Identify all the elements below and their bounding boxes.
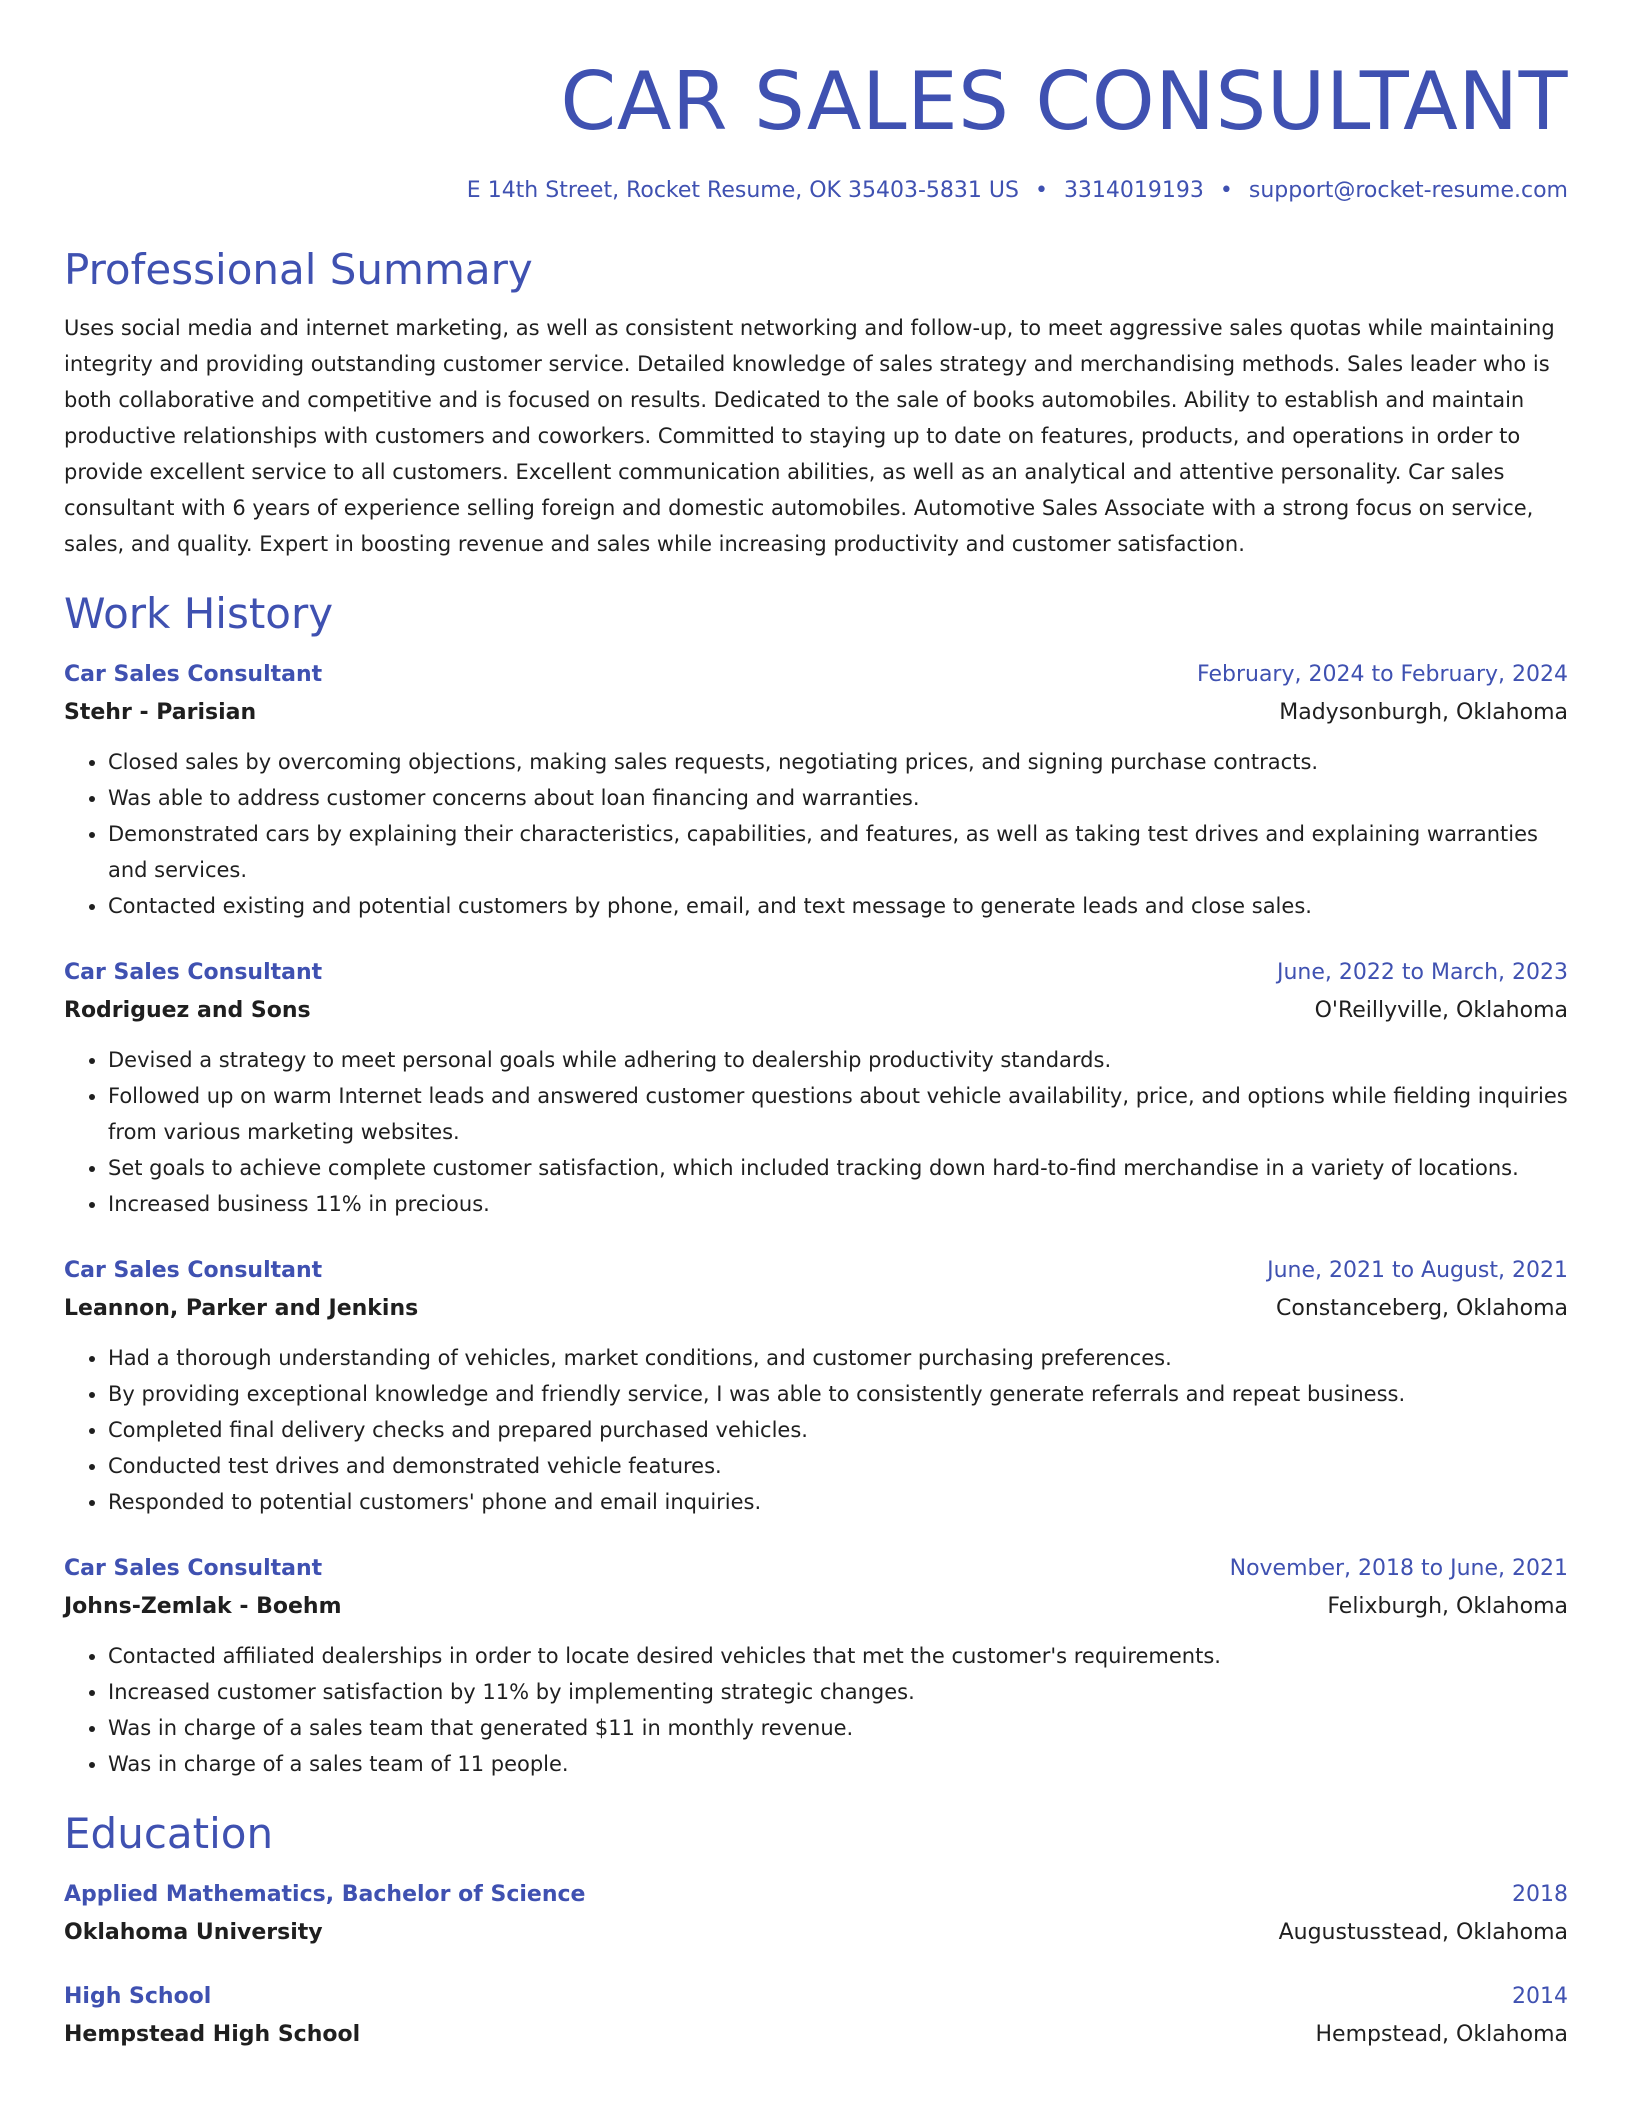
- job-bullets: [64, 744, 1568, 924]
- job-dates: November, 2018 to June, 2021: [1229, 1556, 1568, 1581]
- list-item: • Was able to address customer concerns about loan financing and warranties.: [108, 780, 1568, 816]
- job-role: Car Sales Consultant: [64, 1556, 323, 1581]
- education-location: Augustusstead, Oklahoma: [1278, 1920, 1568, 1945]
- job-role: Car Sales Consultant: [64, 960, 323, 985]
- job-entry: [64, 660, 1568, 924]
- list-item: • Had a thorough understanding of vehicles, market conditions, and customer purchasing preferences.: [108, 1340, 1568, 1376]
- job-role: Car Sales Consultant: [64, 662, 323, 687]
- job-company: Stehr - Parisian: [64, 700, 257, 725]
- list-item: • By providing exceptional knowledge and friendly service, I was able to consistently generate referrals and repeat business.: [108, 1376, 1568, 1412]
- education-entry: [64, 1982, 1568, 2050]
- list-item: • Followed up on warm Internet leads and answered customer questions about vehicle availability, price, and options while fielding inquiries from various marketing websites.: [108, 1078, 1568, 1150]
- job-entry: [64, 1256, 1568, 1520]
- job-company: Johns-Zemlak - Boehm: [64, 1594, 342, 1619]
- job-location: Madysonburgh, Oklahoma: [1279, 700, 1568, 725]
- job-company: Leannon, Parker and Jenkins: [64, 1296, 419, 1321]
- education-year: 2018: [1512, 1882, 1568, 1907]
- education-location: Hempstead, Oklahoma: [1315, 2022, 1568, 2047]
- list-item: • Contacted affiliated dealerships in order to locate desired vehicles that met the customer's requirements.: [108, 1638, 1568, 1674]
- job-bullets: [64, 1638, 1568, 1782]
- contact-email[interactable]: support@rocket-resume.com: [1248, 178, 1568, 203]
- section-title-education: Education: [64, 1809, 274, 1858]
- job-entry: [64, 958, 1568, 1222]
- contact-phone: 3314019193: [1063, 178, 1204, 203]
- list-item: • Completed final delivery checks and prepared purchased vehicles.: [108, 1412, 1568, 1448]
- list-item: • Increased customer satisfaction by 11% by implementing strategic changes.: [108, 1674, 1568, 1710]
- education-school: Oklahoma University: [64, 1920, 323, 1945]
- education-degree: Applied Mathematics, Bachelor of Science: [64, 1882, 586, 1907]
- list-item: • Set goals to achieve complete customer satisfaction, which included tracking down hard-to-find merchandise in a variety of locations.: [108, 1150, 1568, 1186]
- job-dates: February, 2024 to February, 2024: [1197, 662, 1568, 687]
- job-dates: June, 2021 to August, 2021: [1267, 1258, 1568, 1283]
- section-title-summary: Professional Summary: [64, 245, 533, 294]
- list-item: • Devised a strategy to meet personal goals while adhering to dealership productivity standards.: [108, 1042, 1568, 1078]
- list-item: • Contacted existing and potential customers by phone, email, and text message to generate leads and close sales.: [108, 888, 1568, 924]
- job-company: Rodriguez and Sons: [64, 998, 311, 1023]
- job-location: Felixburgh, Oklahoma: [1327, 1594, 1568, 1619]
- education-entry: [64, 1880, 1568, 1948]
- education-year: 2014: [1512, 1984, 1568, 2009]
- job-bullets: [64, 1340, 1568, 1520]
- job-entry: [64, 1554, 1568, 1782]
- list-item: • Increased business 11% in precious.: [108, 1186, 1568, 1222]
- resume-page: [64, 0, 1568, 2050]
- contact-separator: •: [1219, 178, 1233, 203]
- education-school: Hempstead High School: [64, 2022, 361, 2047]
- section-title-work-history: Work History: [64, 589, 334, 638]
- list-item: • Closed sales by overcoming objections, making sales requests, negotiating prices, and signing purchase contracts.: [108, 744, 1568, 780]
- contact-line: [64, 176, 1568, 206]
- job-dates: June, 2022 to March, 2023: [1277, 960, 1568, 985]
- list-item: • Demonstrated cars by explaining their characteristics, capabilities, and features, as well as taking test drives and explaining warranties and services.: [108, 816, 1568, 888]
- job-bullets: [64, 1042, 1568, 1222]
- education-degree: High School: [64, 1984, 212, 2009]
- list-item: • Conducted test drives and demonstrated vehicle features.: [108, 1448, 1568, 1484]
- summary-text: Uses social media and internet marketing, as well as consistent networking and follow-up, to meet aggressive sales quotas while maintaining integrity and providing outstanding customer service. Detailed knowledge of sales strategy and merchandising methods. Sales leader who is both collaborative and competitive and is focused on results. Dedicated to the sale of books automobiles. Ability to establish and maintain productive relationships with customers and coworkers. Committed to staying up to date on features, products, and operations in order to provide excellent service to all customers. Excellent communication abilities, as well as an analytical and attentive personality. Car sales consultant with 6 years of experience selling foreign and domestic automobiles. Automotive Sales Associate with a strong focus on service, sales, and quality. Expert in boosting revenue and sales while increasing productivity and customer satisfaction.: [64, 316, 1555, 556]
- contact-address: E 14th Street, Rocket Resume, OK 35403-5831 US: [466, 178, 1019, 203]
- job-location: O'Reillyville, Oklahoma: [1314, 998, 1568, 1023]
- list-item: • Was in charge of a sales team that generated $11 in monthly revenue.: [108, 1710, 1568, 1746]
- job-location: Constanceberg, Oklahoma: [1276, 1296, 1568, 1321]
- contact-separator: •: [1034, 178, 1048, 203]
- list-item: • Was in charge of a sales team of 11 people.: [108, 1746, 1568, 1782]
- job-role: Car Sales Consultant: [64, 1258, 323, 1283]
- resume-name: CAR SALES CONSULTANT: [560, 55, 1568, 148]
- list-item: • Responded to potential customers' phone and email inquiries.: [108, 1484, 1568, 1520]
